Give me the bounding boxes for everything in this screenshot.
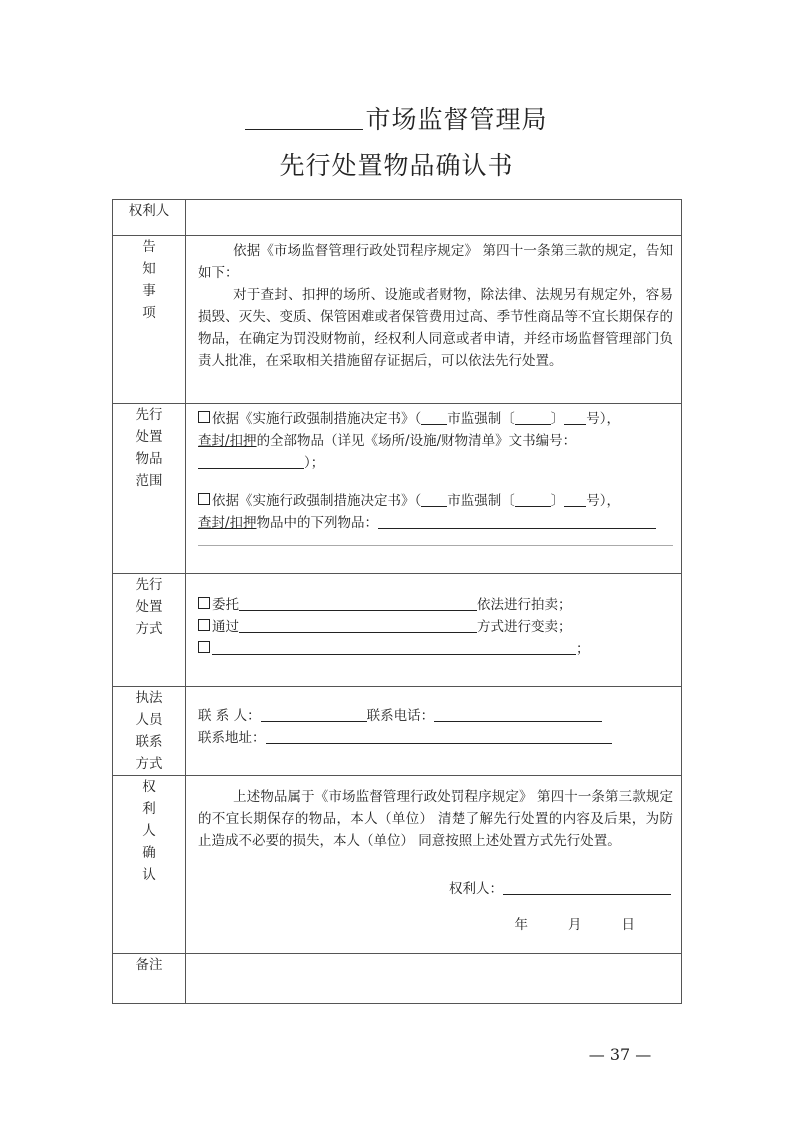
title-bureau: 市场监督管理局 — [365, 105, 548, 134]
method-content — [186, 574, 682, 687]
checkbox-other[interactable] — [198, 641, 210, 653]
notice-paragraph-1: 依据《市场监督管理行政处罚程序规定》 第四十一条第三款的规定，告知如下： — [198, 243, 673, 281]
partial-items-field[interactable] — [378, 513, 656, 529]
method-sale: 通过 方式进行变卖； — [198, 616, 673, 638]
bureau-name-blank[interactable] — [245, 103, 363, 130]
checkbox-all-items[interactable] — [198, 411, 210, 423]
date-day: 日 — [621, 917, 635, 933]
confirm-paragraph: 上述物品属于《市场监督管理行政处罚程序规定》 第四十一条第三款规定的不宜长期保存的物品，本人（单位） 清楚了解先行处置的内容及后果，为防止造成不必要的损失，本人（单位） 同意按照上述处置方式先行处置。 — [198, 789, 673, 849]
checkbox-sale[interactable] — [198, 619, 210, 631]
page-title: 先行处置物品确认书 — [279, 151, 514, 180]
holder-signature-field[interactable] — [503, 879, 671, 895]
confirm-label: 权利人确认 — [113, 776, 186, 954]
contact-address-field[interactable] — [266, 728, 612, 744]
contact-person-field[interactable] — [261, 706, 367, 722]
holder-field[interactable] — [186, 200, 682, 236]
holder-label: 权利人 — [113, 200, 186, 236]
notice-paragraph-2: 对于查封、扣押的场所、设施或者财物，除法律、法规另有规定外，容易损毁、灭失、变质、保管困难或者保管费用过高、季节性商品等不宜长期保存的物品，在确定为罚没财物前，经权利人同意或者申请，并经市场监督管理部门负责人批准，在采取相关措施留存证据后，可以依法先行处置。 — [198, 287, 673, 369]
contact-phone-field[interactable] — [434, 706, 602, 722]
scope-content — [186, 404, 682, 574]
date-year: 年 — [514, 917, 528, 933]
remark-field[interactable] — [186, 954, 682, 1004]
title-line-1 — [0, 100, 793, 136]
method-other: ； — [198, 638, 673, 660]
list-document-number-field[interactable] — [198, 453, 304, 469]
checkbox-partial-items[interactable] — [198, 493, 210, 505]
contact-content: 联 系 人： 联系电话： 联系地址： — [186, 687, 682, 776]
contact-label: 执法人员联系方式 — [113, 687, 186, 776]
page-number: — 37 — — [588, 1045, 652, 1064]
remark-label: 备注 — [113, 954, 186, 1004]
scope-option-all: 依据《实施行政强制措施决定书》（ 市监强制〔 〕 号）， 查封/扣押的全部物品（详见《场所/设施/财物清单》文书编号：）； — [198, 411, 620, 471]
date-month: 月 — [568, 917, 582, 933]
notice-content — [186, 236, 682, 404]
confirmation-form-table — [112, 199, 682, 1004]
notice-label: 告知事项 — [113, 236, 186, 404]
scope-label: 先行处置物品范围 — [113, 404, 186, 574]
checkbox-auction[interactable] — [198, 597, 210, 609]
method-auction: 委托 依法进行拍卖； — [198, 594, 673, 616]
extra-line[interactable] — [198, 544, 673, 546]
confirm-content: 上述物品属于《市场监督管理行政处罚程序规定》 第四十一条第三款规定的不宜长期保存的物品，本人（单位） 清楚了解先行处置的内容及后果，为防止造成不必要的损失，本人（单位） 同意按照上述处置方式先行处置。 权利人： 年 月 日 — [186, 776, 682, 954]
method-label: 先行处置方式 — [113, 574, 186, 687]
scope-option-partial: 依据《实施行政强制措施决定书》（ 市监强制〔 〕 号）， 查封/扣押物品中的下列物品： — [198, 490, 673, 534]
